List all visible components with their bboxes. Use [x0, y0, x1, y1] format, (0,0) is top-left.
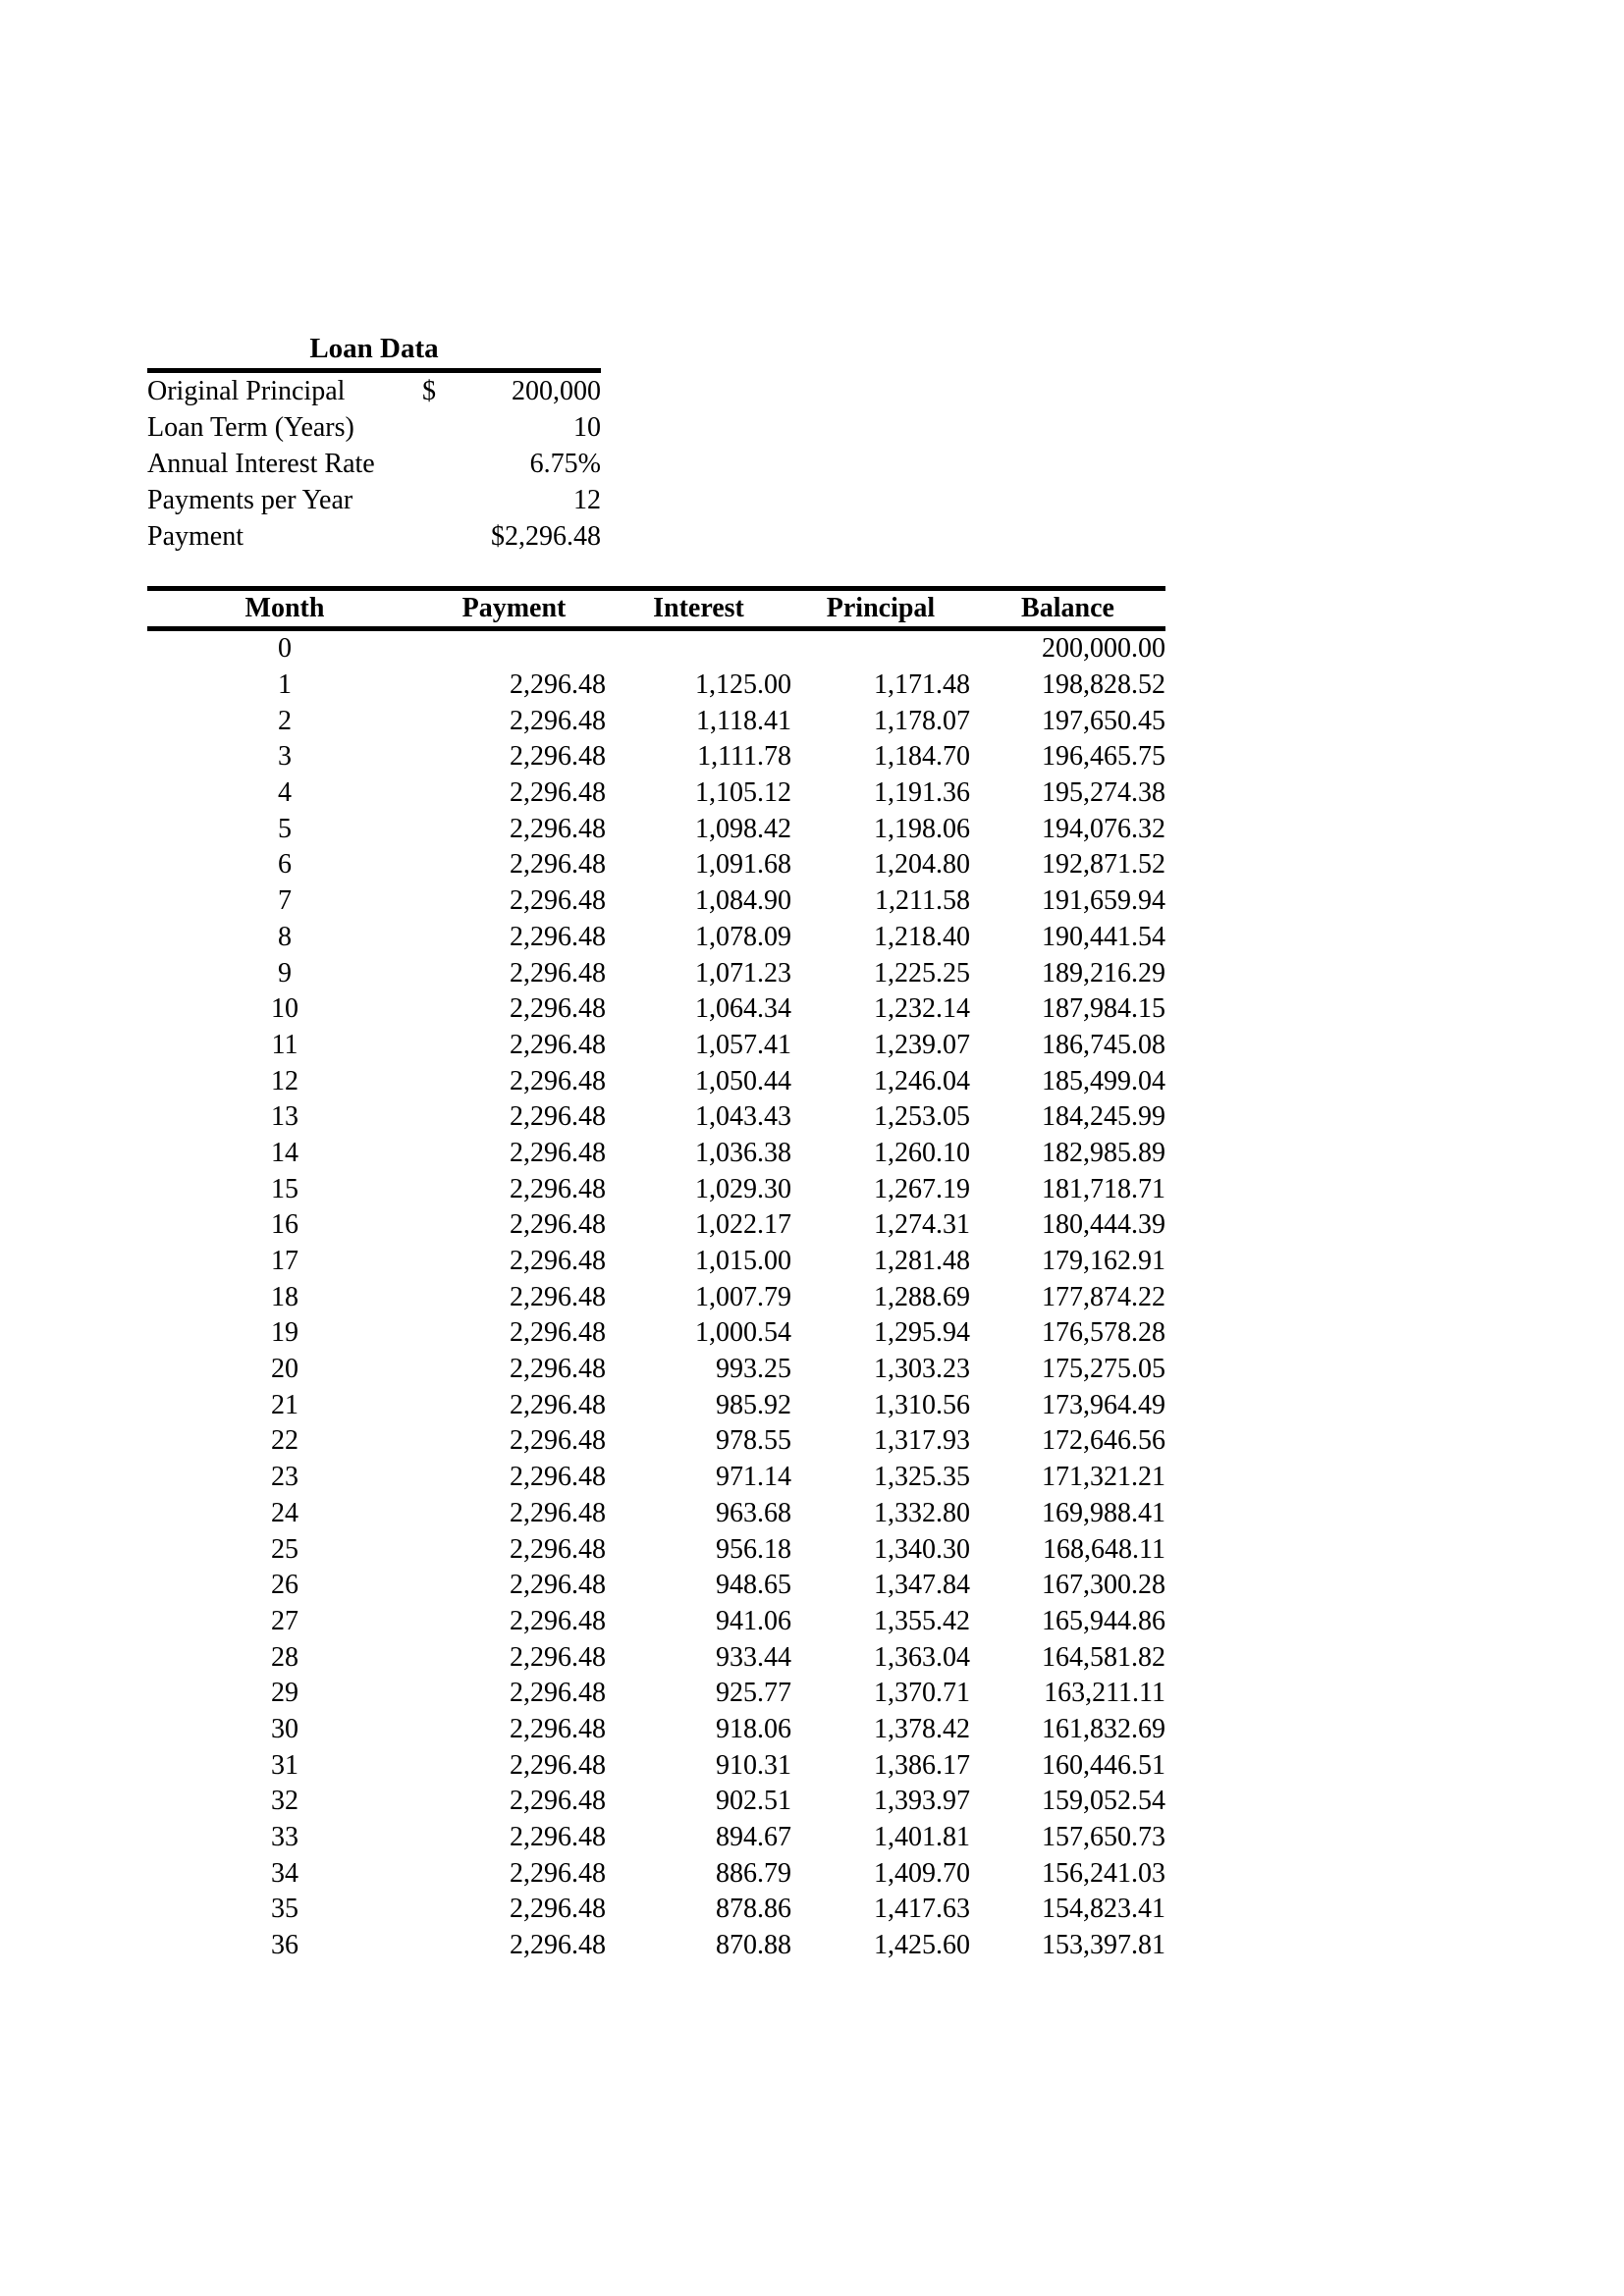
cell-balance: 157,650.73 — [1042, 1822, 1165, 1853]
cell-principal: 1,310.56 — [874, 1389, 970, 1420]
schedule-row — [147, 739, 1165, 775]
cell-balance: 169,988.41 — [1042, 1497, 1165, 1528]
cell-interest: 933.44 — [716, 1641, 791, 1673]
cell-interest: 1,105.12 — [695, 777, 791, 809]
loan-row-value: $2,296.48 — [491, 520, 601, 552]
loan-row-label: Payment — [147, 520, 244, 552]
schedule-row — [147, 1604, 1165, 1640]
loan-data-row — [147, 373, 601, 409]
cell-payment: 2,296.48 — [510, 1713, 606, 1744]
cell-balance: 161,832.69 — [1042, 1713, 1165, 1744]
cell-principal: 1,211.58 — [875, 885, 970, 917]
cell-principal: 1,393.97 — [874, 1786, 970, 1817]
cell-payment: 2,296.48 — [510, 885, 606, 917]
header-interest: Interest — [653, 593, 744, 623]
cell-payment: 2,296.48 — [510, 705, 606, 736]
cell-payment: 2,296.48 — [510, 1425, 606, 1457]
schedule-row — [147, 1099, 1165, 1136]
cell-principal: 1,260.10 — [874, 1137, 970, 1168]
loan-row-label: Original Principal — [147, 375, 346, 406]
schedule-row — [147, 1676, 1165, 1712]
loan-data-row — [147, 446, 601, 482]
schedule-row — [147, 1387, 1165, 1423]
cell-interest: 1,029.30 — [695, 1173, 791, 1204]
cell-principal: 1,178.07 — [874, 705, 970, 736]
schedule-row — [147, 1279, 1165, 1315]
cell-payment: 2,296.48 — [510, 1605, 606, 1636]
cell-interest: 1,015.00 — [695, 1246, 791, 1277]
schedule-row — [147, 629, 1165, 667]
loan-row-prefix — [422, 482, 461, 518]
cell-interest: 918.06 — [716, 1713, 791, 1744]
cell-principal: 1,267.19 — [874, 1173, 970, 1204]
cell-month: 18 — [271, 1281, 298, 1312]
cell-payment: 2,296.48 — [510, 1894, 606, 1925]
cell-principal: 1,378.42 — [874, 1713, 970, 1744]
cell-interest: 1,057.41 — [695, 1029, 791, 1060]
cell-interest: 1,043.43 — [695, 1101, 791, 1133]
cell-interest: 985.92 — [716, 1389, 791, 1420]
cell-month: 25 — [271, 1533, 298, 1565]
cell-interest: 1,036.38 — [695, 1137, 791, 1168]
cell-interest: 1,000.54 — [695, 1317, 791, 1349]
schedule-row — [147, 1028, 1165, 1064]
cell-month: 8 — [278, 921, 292, 952]
cell-payment: 2,296.48 — [510, 1462, 606, 1493]
cell-month: 13 — [271, 1101, 298, 1133]
cell-interest: 1,071.23 — [695, 957, 791, 988]
cell-payment: 2,296.48 — [510, 1533, 606, 1565]
schedule-row — [147, 1928, 1165, 1964]
cell-interest: 941.06 — [716, 1605, 791, 1636]
loan-data-row — [147, 409, 601, 446]
cell-payment: 2,296.48 — [510, 1246, 606, 1277]
cell-balance: 190,441.54 — [1042, 921, 1165, 952]
schedule-row — [147, 1315, 1165, 1352]
cell-balance: 153,397.81 — [1042, 1930, 1165, 1961]
cell-principal: 1,340.30 — [874, 1533, 970, 1565]
cell-interest: 925.77 — [716, 1678, 791, 1709]
cell-interest: 978.55 — [716, 1425, 791, 1457]
cell-principal: 1,288.69 — [874, 1281, 970, 1312]
loan-data-table — [147, 373, 601, 555]
cell-principal — [791, 629, 970, 667]
cell-month: 7 — [278, 885, 292, 917]
schedule-row — [147, 775, 1165, 812]
cell-payment: 2,296.48 — [510, 1065, 606, 1096]
cell-payment: 2,296.48 — [510, 1930, 606, 1961]
cell-interest: 902.51 — [716, 1786, 791, 1817]
cell-balance: 175,275.05 — [1042, 1354, 1165, 1385]
schedule-row — [147, 883, 1165, 920]
cell-balance: 191,659.94 — [1042, 885, 1165, 917]
schedule-row — [147, 955, 1165, 991]
cell-interest: 870.88 — [716, 1930, 791, 1961]
cell-principal: 1,204.80 — [874, 849, 970, 881]
schedule-row — [147, 1496, 1165, 1532]
schedule-row — [147, 811, 1165, 847]
cell-balance: 154,823.41 — [1042, 1894, 1165, 1925]
cell-payment: 2,296.48 — [510, 1317, 606, 1349]
cell-balance: 159,052.54 — [1042, 1786, 1165, 1817]
cell-interest: 894.67 — [716, 1822, 791, 1853]
cell-month: 4 — [278, 777, 292, 809]
schedule-row — [147, 1639, 1165, 1676]
cell-principal: 1,239.07 — [874, 1029, 970, 1060]
cell-interest: 963.68 — [716, 1497, 791, 1528]
schedule-row — [147, 1568, 1165, 1604]
cell-month: 30 — [271, 1713, 298, 1744]
cell-interest: 956.18 — [716, 1533, 791, 1565]
schedule-row — [147, 1244, 1165, 1280]
cell-month: 20 — [271, 1354, 298, 1385]
cell-interest: 1,022.17 — [695, 1209, 791, 1241]
cell-payment: 2,296.48 — [510, 1570, 606, 1601]
header-month: Month — [244, 593, 325, 623]
cell-interest: 910.31 — [716, 1749, 791, 1781]
cell-month: 16 — [271, 1209, 298, 1241]
cell-balance: 173,964.49 — [1042, 1389, 1165, 1420]
cell-principal: 1,417.63 — [874, 1894, 970, 1925]
cell-month: 6 — [278, 849, 292, 881]
cell-interest: 1,078.09 — [695, 921, 791, 952]
cell-balance: 165,944.86 — [1042, 1605, 1165, 1636]
cell-month: 23 — [271, 1462, 298, 1493]
cell-principal: 1,317.93 — [874, 1425, 970, 1457]
cell-month: 28 — [271, 1641, 298, 1673]
loan-row-value: 10 — [573, 411, 601, 443]
cell-month: 34 — [271, 1857, 298, 1889]
cell-interest: 971.14 — [716, 1462, 791, 1493]
cell-balance: 184,245.99 — [1042, 1101, 1165, 1133]
header-balance: Balance — [1021, 593, 1114, 623]
loan-row-label: Annual Interest Rate — [147, 448, 375, 479]
cell-month: 19 — [271, 1317, 298, 1349]
cell-payment: 2,296.48 — [510, 1281, 606, 1312]
cell-payment: 2,296.48 — [510, 1641, 606, 1673]
cell-payment: 2,296.48 — [510, 1497, 606, 1528]
cell-payment: 2,296.48 — [510, 813, 606, 844]
cell-month: 35 — [271, 1894, 298, 1925]
cell-balance: 189,216.29 — [1042, 957, 1165, 988]
cell-payment: 2,296.48 — [510, 669, 606, 701]
cell-balance: 182,985.89 — [1042, 1137, 1165, 1168]
cell-balance: 180,444.39 — [1042, 1209, 1165, 1241]
cell-month: 26 — [271, 1570, 298, 1601]
cell-principal: 1,355.42 — [874, 1605, 970, 1636]
schedule-row — [147, 703, 1165, 739]
cell-principal: 1,184.70 — [874, 741, 970, 773]
loan-data-section — [147, 330, 601, 555]
schedule-body — [147, 629, 1165, 1964]
cell-principal: 1,370.71 — [874, 1678, 970, 1709]
schedule-row — [147, 1784, 1165, 1820]
cell-principal: 1,246.04 — [874, 1065, 970, 1096]
cell-payment: 2,296.48 — [510, 741, 606, 773]
cell-principal: 1,332.80 — [874, 1497, 970, 1528]
cell-interest: 1,098.42 — [695, 813, 791, 844]
cell-payment: 2,296.48 — [510, 1822, 606, 1853]
cell-interest: 878.86 — [716, 1894, 791, 1925]
cell-payment: 2,296.48 — [510, 1389, 606, 1420]
cell-payment: 2,296.48 — [510, 1857, 606, 1889]
cell-month: 3 — [278, 741, 292, 773]
loan-row-value: 200,000 — [512, 375, 601, 406]
cell-payment: 2,296.48 — [510, 1786, 606, 1817]
cell-payment: 2,296.48 — [510, 1749, 606, 1781]
loan-row-prefix — [422, 518, 461, 555]
schedule-row — [147, 847, 1165, 883]
cell-principal: 1,363.04 — [874, 1641, 970, 1673]
cell-balance: 168,648.11 — [1043, 1533, 1165, 1565]
cell-balance: 186,745.08 — [1042, 1029, 1165, 1060]
cell-balance: 200,000.00 — [1042, 633, 1165, 665]
loan-data-body — [147, 373, 601, 555]
cell-month: 10 — [271, 993, 298, 1025]
cell-month: 36 — [271, 1930, 298, 1961]
cell-balance: 185,499.04 — [1042, 1065, 1165, 1096]
cell-balance: 195,274.38 — [1042, 777, 1165, 809]
cell-month: 5 — [278, 813, 292, 844]
cell-principal: 1,191.36 — [874, 777, 970, 809]
schedule-row — [147, 1460, 1165, 1496]
cell-payment: 2,296.48 — [510, 1101, 606, 1133]
cell-balance: 160,446.51 — [1042, 1749, 1165, 1781]
cell-payment: 2,296.48 — [510, 1209, 606, 1241]
cell-interest — [606, 629, 791, 667]
schedule-row — [147, 1820, 1165, 1856]
cell-interest: 1,007.79 — [695, 1281, 791, 1312]
amortization-header — [147, 589, 1165, 629]
loan-row-value: 6.75% — [529, 448, 601, 479]
cell-month: 14 — [271, 1137, 298, 1168]
cell-payment: 2,296.48 — [510, 993, 606, 1025]
header-row — [147, 589, 1165, 629]
cell-interest: 1,084.90 — [695, 885, 791, 917]
cell-interest: 1,125.00 — [695, 669, 791, 701]
cell-balance: 176,578.28 — [1042, 1317, 1165, 1349]
cell-principal: 1,232.14 — [874, 993, 970, 1025]
cell-month: 27 — [271, 1605, 298, 1636]
cell-month: 1 — [278, 669, 292, 701]
cell-payment: 2,296.48 — [510, 1173, 606, 1204]
loan-row-prefix — [422, 409, 461, 446]
schedule-row — [147, 1531, 1165, 1568]
cell-month: 12 — [271, 1065, 298, 1096]
cell-principal: 1,325.35 — [874, 1462, 970, 1493]
schedule-row — [147, 1747, 1165, 1784]
schedule-row — [147, 1423, 1165, 1460]
loan-data-row — [147, 518, 601, 555]
loan-row-label: Loan Term (Years) — [147, 411, 354, 443]
schedule-row — [147, 667, 1165, 704]
loan-data-title: Loan Data — [147, 330, 601, 373]
schedule-row — [147, 1207, 1165, 1244]
cell-principal: 1,253.05 — [874, 1101, 970, 1133]
cell-balance: 187,984.15 — [1042, 993, 1165, 1025]
amortization-section — [147, 586, 1165, 1963]
header-principal: Principal — [826, 593, 936, 623]
loan-row-label: Payments per Year — [147, 484, 353, 515]
cell-payment: 2,296.48 — [510, 1137, 606, 1168]
schedule-row — [147, 1892, 1165, 1928]
cell-month: 22 — [271, 1425, 298, 1457]
cell-month: 9 — [278, 957, 292, 988]
cell-month: 11 — [271, 1029, 298, 1060]
cell-month: 17 — [271, 1246, 298, 1277]
cell-month: 24 — [271, 1497, 298, 1528]
loan-row-prefix — [422, 446, 461, 482]
cell-payment: 2,296.48 — [510, 1029, 606, 1060]
cell-month: 15 — [271, 1173, 298, 1204]
cell-principal: 1,347.84 — [874, 1570, 970, 1601]
cell-balance: 163,211.11 — [1044, 1678, 1165, 1709]
cell-payment: 2,296.48 — [510, 957, 606, 988]
schedule-row — [147, 1712, 1165, 1748]
cell-interest: 1,064.34 — [695, 993, 791, 1025]
cell-principal: 1,218.40 — [874, 921, 970, 952]
cell-balance: 194,076.32 — [1042, 813, 1165, 844]
schedule-row — [147, 991, 1165, 1028]
cell-principal: 1,401.81 — [874, 1822, 970, 1853]
cell-balance: 196,465.75 — [1042, 741, 1165, 773]
schedule-row — [147, 1352, 1165, 1388]
cell-interest: 886.79 — [716, 1857, 791, 1889]
cell-month: 32 — [271, 1786, 298, 1817]
cell-month: 33 — [271, 1822, 298, 1853]
cell-interest: 1,118.41 — [696, 705, 791, 736]
cell-balance: 156,241.03 — [1042, 1857, 1165, 1889]
cell-principal: 1,303.23 — [874, 1354, 970, 1385]
cell-payment: 2,296.48 — [510, 1354, 606, 1385]
cell-balance: 192,871.52 — [1042, 849, 1165, 881]
cell-balance: 164,581.82 — [1042, 1641, 1165, 1673]
cell-payment: 2,296.48 — [510, 1678, 606, 1709]
cell-principal: 1,425.60 — [874, 1930, 970, 1961]
loan-row-value: 12 — [573, 484, 601, 515]
cell-interest: 948.65 — [716, 1570, 791, 1601]
loan-row-prefix: $ — [422, 375, 436, 406]
cell-balance: 181,718.71 — [1042, 1173, 1165, 1204]
cell-month: 29 — [271, 1678, 298, 1709]
cell-principal: 1,281.48 — [874, 1246, 970, 1277]
cell-payment: 2,296.48 — [510, 849, 606, 881]
cell-principal: 1,295.94 — [874, 1317, 970, 1349]
cell-payment — [422, 629, 606, 667]
schedule-row — [147, 1855, 1165, 1892]
loan-data-row — [147, 482, 601, 518]
cell-principal: 1,225.25 — [874, 957, 970, 988]
schedule-row — [147, 1063, 1165, 1099]
schedule-row — [147, 1136, 1165, 1172]
cell-principal: 1,386.17 — [874, 1749, 970, 1781]
cell-balance: 167,300.28 — [1042, 1570, 1165, 1601]
header-payment: Payment — [461, 593, 567, 623]
cell-interest: 993.25 — [716, 1354, 791, 1385]
cell-interest: 1,050.44 — [695, 1065, 791, 1096]
schedule-row — [147, 920, 1165, 956]
cell-balance: 198,828.52 — [1042, 669, 1165, 701]
cell-payment: 2,296.48 — [510, 777, 606, 809]
cell-interest: 1,111.78 — [697, 741, 791, 773]
cell-month: 21 — [271, 1389, 298, 1420]
cell-balance: 179,162.91 — [1042, 1246, 1165, 1277]
cell-principal: 1,171.48 — [874, 669, 970, 701]
cell-principal: 1,409.70 — [874, 1857, 970, 1889]
cell-month: 31 — [271, 1749, 298, 1781]
amortization-table — [147, 586, 1165, 1963]
cell-balance: 197,650.45 — [1042, 705, 1165, 736]
cell-balance: 177,874.22 — [1042, 1281, 1165, 1312]
schedule-row — [147, 1171, 1165, 1207]
cell-month: 2 — [278, 705, 292, 736]
cell-principal: 1,198.06 — [874, 813, 970, 844]
cell-balance: 171,321.21 — [1042, 1462, 1165, 1493]
cell-balance: 172,646.56 — [1042, 1425, 1165, 1457]
cell-interest: 1,091.68 — [695, 849, 791, 881]
cell-month: 0 — [278, 633, 292, 665]
cell-principal: 1,274.31 — [874, 1209, 970, 1241]
cell-payment: 2,296.48 — [510, 921, 606, 952]
